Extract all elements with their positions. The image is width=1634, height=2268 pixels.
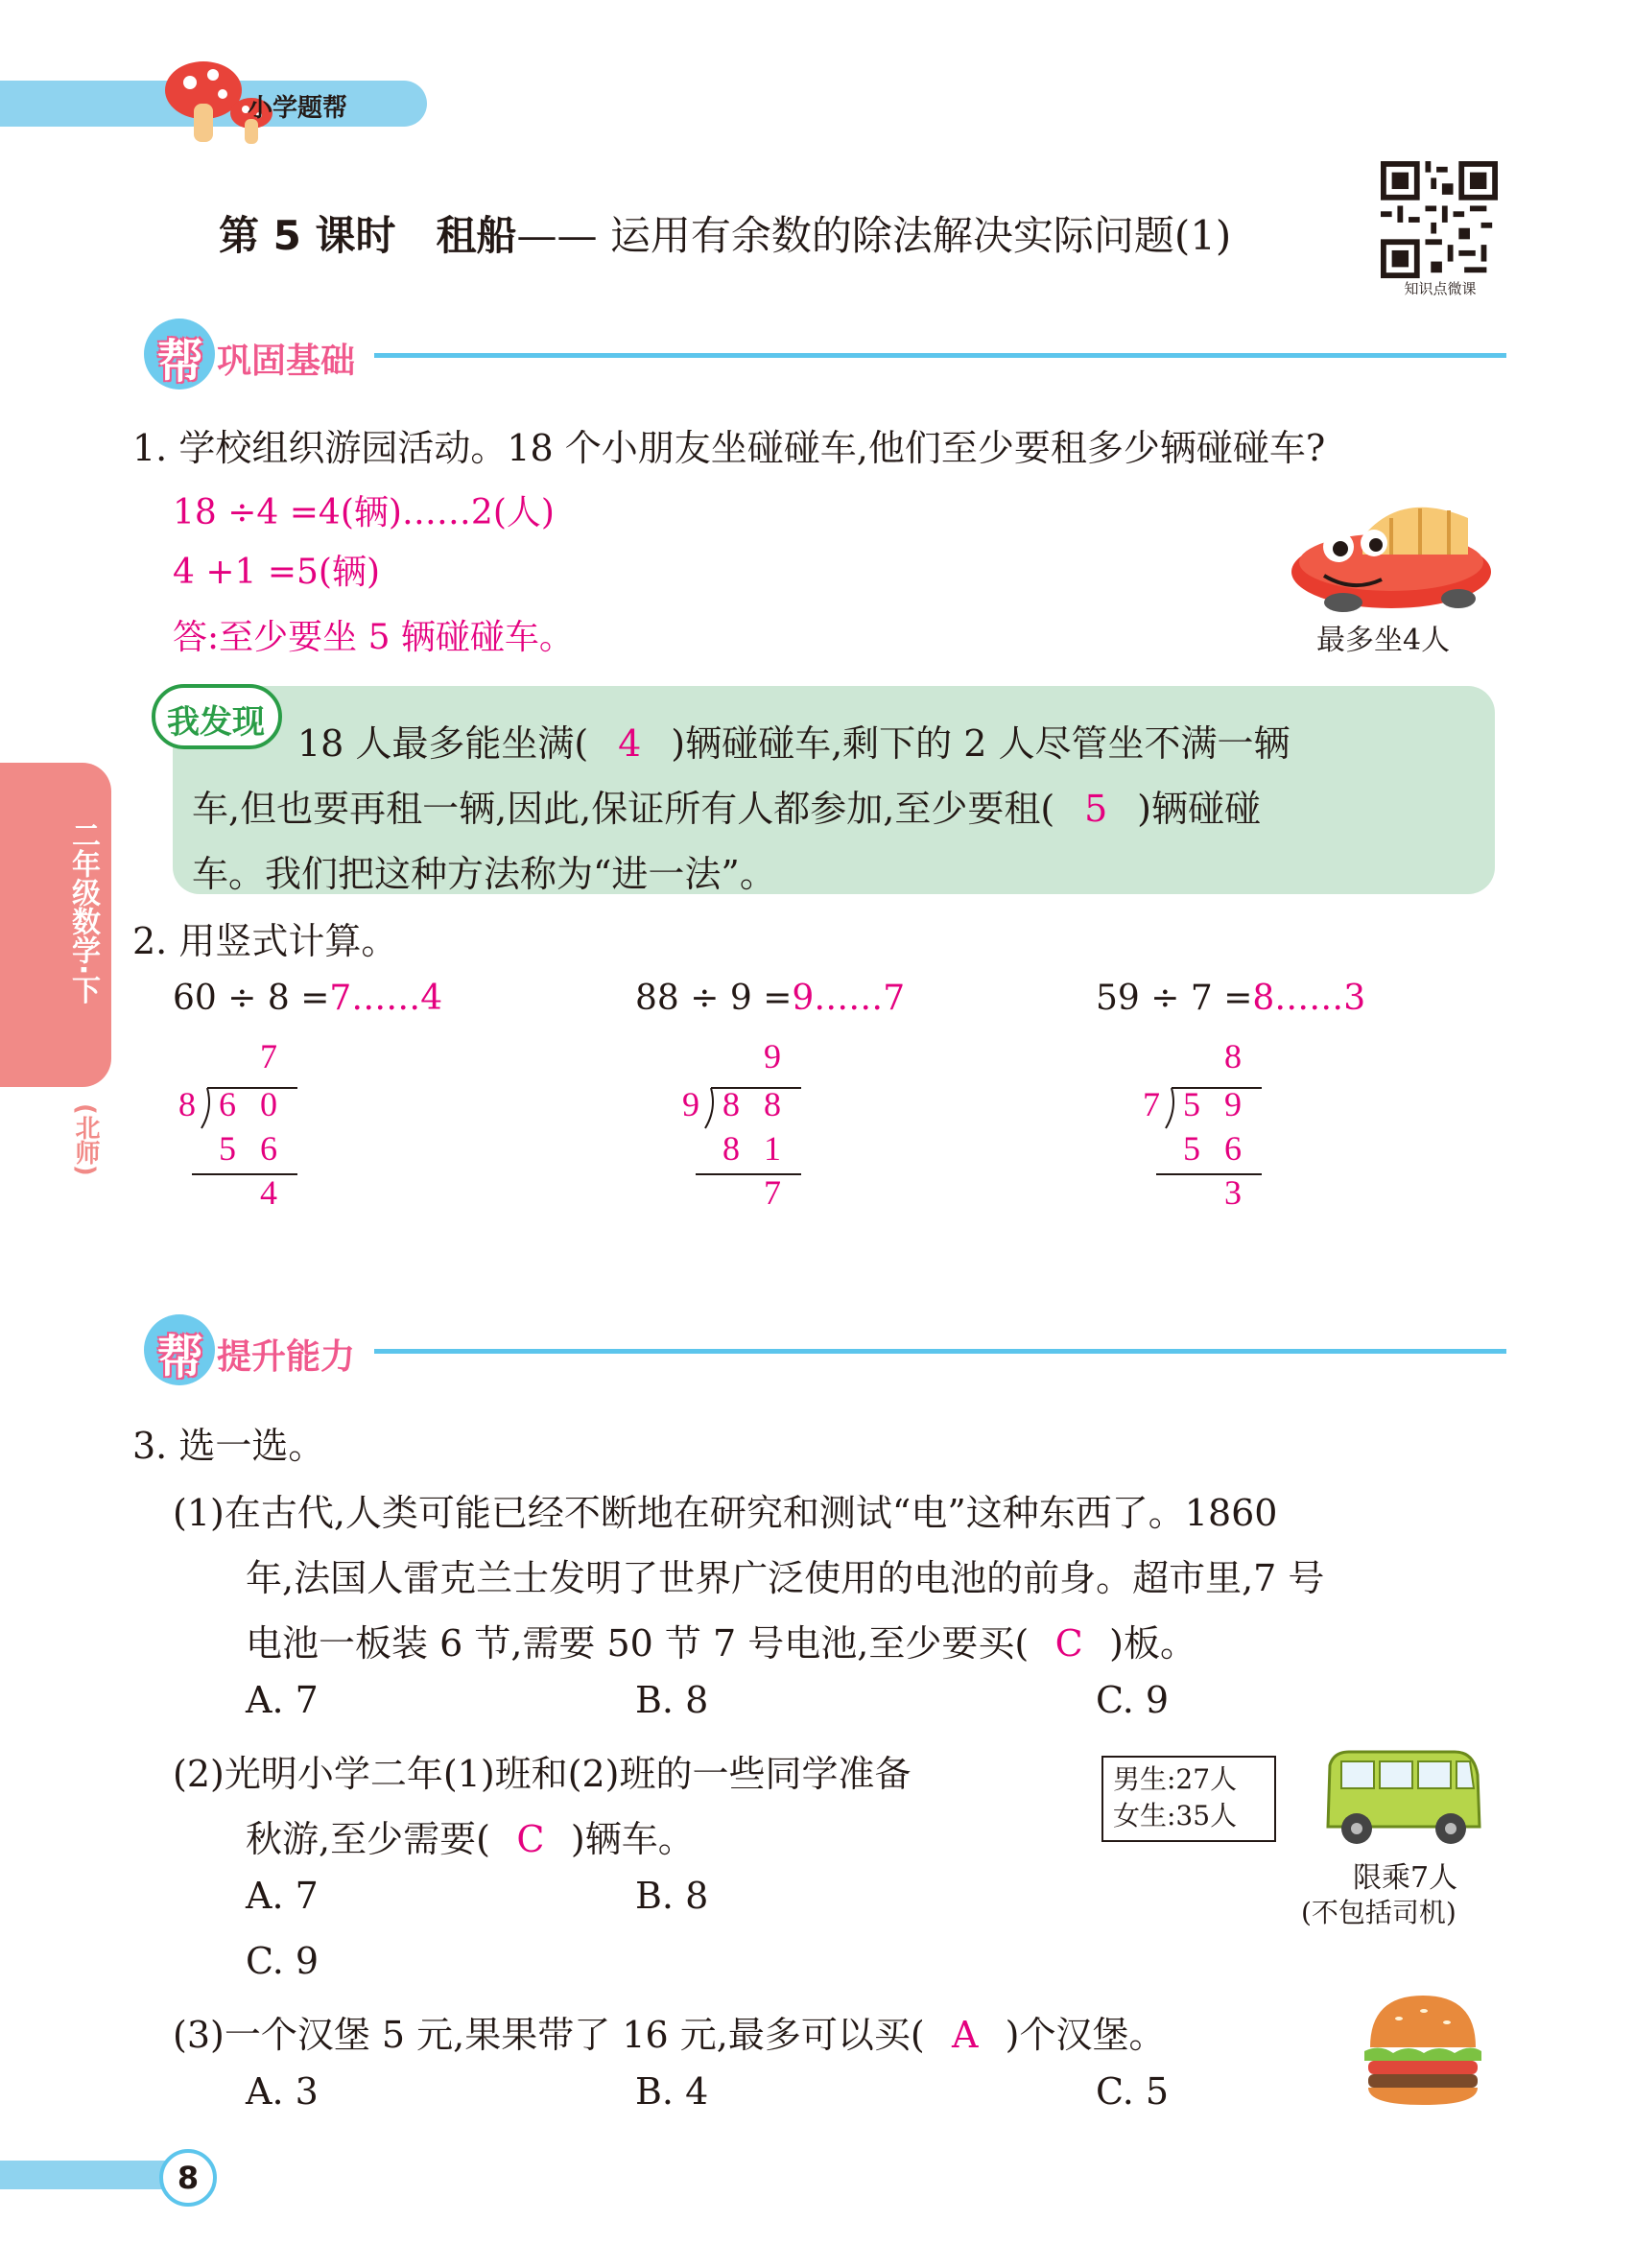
section-heading-basics: [144, 319, 1506, 390]
van-caption: 限乘7人: [1353, 1861, 1458, 1895]
section-label: 巩固基础: [217, 342, 356, 381]
bumper-car-icon: [1286, 480, 1497, 614]
question-2: 2. 用竖式计算。: [132, 920, 398, 962]
van-icon: [1320, 1746, 1483, 1848]
long-division-3: 8 7 5 9 5 6 3: [1143, 1037, 1242, 1212]
car-caption: 最多坐4人: [1316, 624, 1451, 657]
side-tab-edition: (北师): [71, 1103, 100, 1176]
discovery-blank-2: 5: [1084, 788, 1108, 830]
qr-code-icon[interactable]: [1380, 161, 1499, 278]
q3-part1-answer: C: [1054, 1622, 1083, 1665]
hamburger-icon: [1361, 1990, 1485, 2109]
q3-part3-answer: A: [951, 2014, 979, 2056]
brand-label: 小学题帮: [248, 94, 348, 123]
girls-count: 女生:35人: [1113, 1800, 1238, 1831]
question-3: 3. 选一选。: [132, 1425, 325, 1467]
qr-caption: 知识点微课: [1404, 280, 1477, 297]
long-division-2: 9 9 8 8 8 1 7: [682, 1037, 781, 1212]
option-a: A. 7: [246, 1875, 319, 1917]
discovery-line-1: 18 人最多能坐满( 4 )辆碰碰车,剩下的 2 人尽管坐不满一辆: [297, 722, 1291, 765]
q1-answer: 答:至少要坐 5 辆碰碰车。: [173, 618, 574, 657]
q1-work-line-2: 4 +1 =5(辆): [173, 553, 381, 592]
boys-count: 男生:27人: [1113, 1763, 1238, 1795]
q1-work-line-1: 18 ÷4 =4(辆)……2(人): [173, 493, 555, 532]
option-b: B. 4: [635, 2070, 709, 2113]
q3-part2-line-2: 秋游,至少需要( C )辆车。: [246, 1818, 695, 1860]
option-c: C. 9: [1096, 1679, 1170, 1721]
option-a: A. 7: [246, 1679, 319, 1721]
section-divider: [374, 353, 1506, 358]
q3-part2-answer: C: [516, 1818, 545, 1860]
discovery-blank-1: 4: [618, 722, 642, 765]
division-expression-2: 88 ÷ 9 =9……7: [635, 979, 906, 1018]
division-expression-3: 59 ÷ 7 =8……3: [1096, 979, 1366, 1018]
lesson-subtitle: —— 运用有余数的除法解决实际问题(1): [516, 212, 1232, 259]
section-badge: 帮: [144, 319, 215, 390]
option-c: C. 9: [246, 1940, 320, 1982]
option-b: B. 8: [635, 1679, 709, 1721]
q3-part3-line-1: (3)一个汉堡 5 元,果果带了 16 元,最多可以买( A )个汉堡。: [173, 2014, 1166, 2056]
q3-part1-line-2: 年,法国人雷克兰士发明了世界广泛使用的电池的前身。超市里,7 号: [246, 1557, 1325, 1599]
q3-part1-line-1: (1)在古代,人类可能已经不断地在研究和测试“电”这种东西了。1860: [173, 1492, 1278, 1534]
option-c: C. 5: [1096, 2070, 1170, 2113]
section-badge: 帮: [144, 1314, 215, 1385]
lesson-prefix: 第 5 课时 租船: [219, 212, 517, 259]
footer-bar: [0, 2161, 182, 2189]
q3-part1-line-3: 电池一板装 6 节,需要 50 节 7 号电池,至少要买( C )板。: [246, 1622, 1196, 1665]
section-heading-advanced: [144, 1314, 1506, 1385]
page-title: [219, 204, 1231, 262]
option-a: A. 3: [246, 2070, 319, 2113]
side-tab-label: 二年级数学·下: [66, 820, 100, 1004]
long-division-1: 7 8 6 0 5 6 4: [178, 1037, 277, 1212]
van-caption-note: (不包括司机): [1301, 1897, 1456, 1928]
discovery-line-3: 车。我们把这种方法称为“进一法”。: [192, 853, 776, 895]
discovery-badge: 我发现: [152, 684, 282, 749]
section-divider: [374, 1349, 1506, 1354]
question-1: 1. 学校组织游园活动。18 个小朋友坐碰碰车,他们至少要租多少辆碰碰车?: [132, 427, 1326, 469]
student-count-box: [1101, 1756, 1276, 1842]
page-number: 8: [159, 2149, 217, 2207]
q3-part2-line-1: (2)光明小学二年(1)班和(2)班的一些同学准备: [173, 1753, 912, 1795]
option-b: B. 8: [635, 1875, 709, 1917]
section-label: 提升能力: [217, 1337, 356, 1377]
discovery-line-2: 车,但也要再租一辆,因此,保证所有人都参加,至少要租( 5 )辆碰碰: [192, 788, 1261, 830]
division-expression-1: 60 ÷ 8 =7……4: [173, 979, 443, 1018]
